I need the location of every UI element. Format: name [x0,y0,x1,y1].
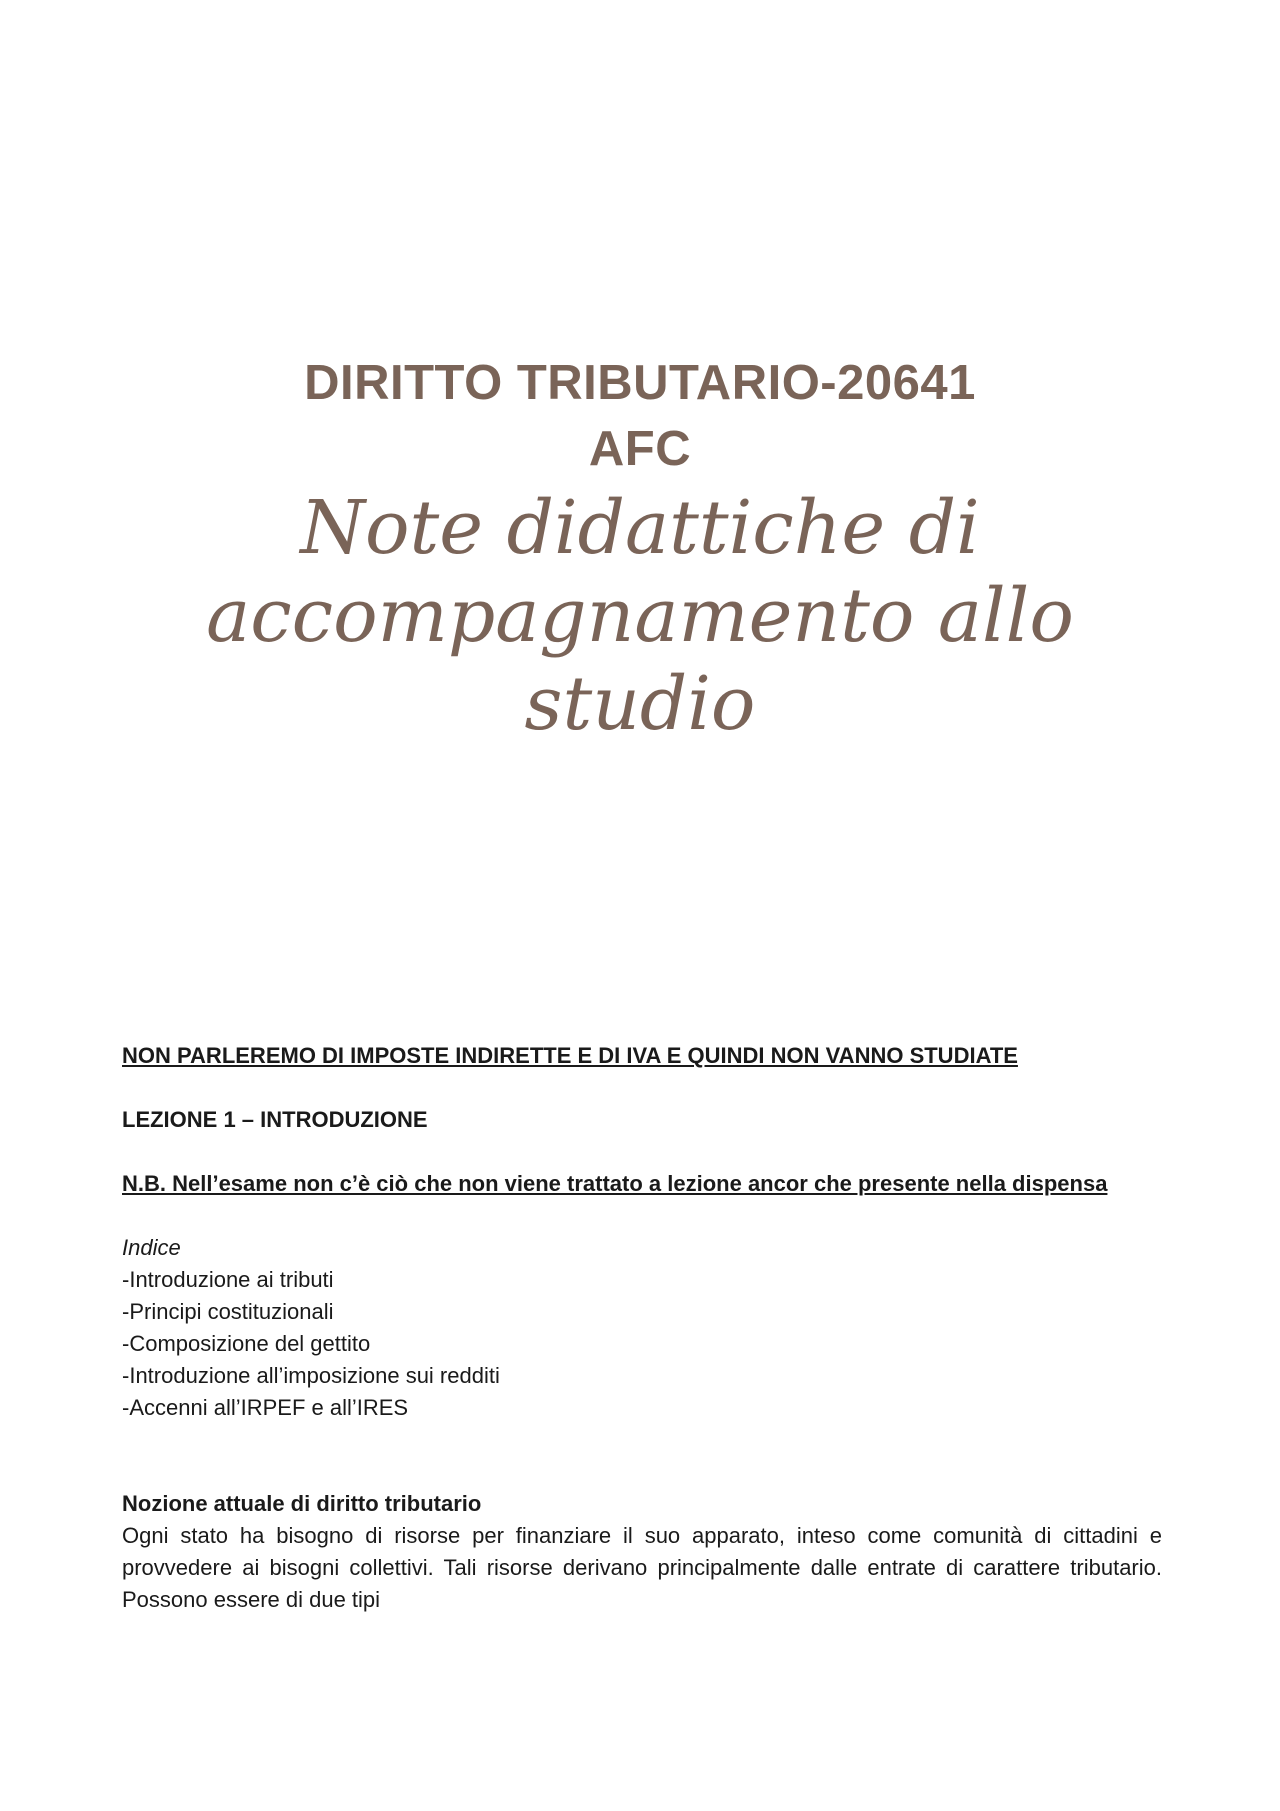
subtitle-line-1: Note didattiche di [300,485,980,571]
index-item: -Introduzione all’imposizione sui redditi [122,1363,500,1388]
subtitle-line-2: accompagnamento allo [206,573,1074,659]
section-heading: Nozione attuale di diritto tributario [122,1491,482,1516]
subtitle [0,484,1280,748]
index-item: -Composizione del gettito [122,1331,371,1356]
index-item: -Accenni all’IRPEF e all’IRES [122,1395,409,1420]
course-title: DIRITTO TRIBUTARIO-20641 [304,356,976,410]
index-title: Indice [122,1235,181,1260]
index-item: -Introduzione ai tributi [122,1267,334,1292]
notice-text: NON PARLEREMO DI IMPOSTE INDIRETTE E DI IVA E QUINDI NON VANNO STUDIATE [122,1043,1018,1068]
index-item: -Principi costituzionali [122,1299,334,1324]
document-content [122,1040,1162,1616]
title-block [0,350,1280,748]
lesson-heading: LEZIONE 1 – INTRODUZIONE [122,1107,428,1132]
section-paragraph: Ogni stato ha bisogno di risorse per finanziare il suo apparato, inteso come comunità di cittadini e provvedere ai bisogni collettivi. Tali risorse derivano principalmente dalle entrate di carattere tributario. Possono essere di due tipi [122,1523,1162,1612]
nb-note: N.B. Nell’esame non c’è ciò che non viene trattato a lezione ancor che presente nella dispensa [122,1171,1108,1196]
subtitle-line-3: studio [524,661,756,747]
index-list [122,1264,1162,1424]
course-code: AFC [588,422,692,476]
